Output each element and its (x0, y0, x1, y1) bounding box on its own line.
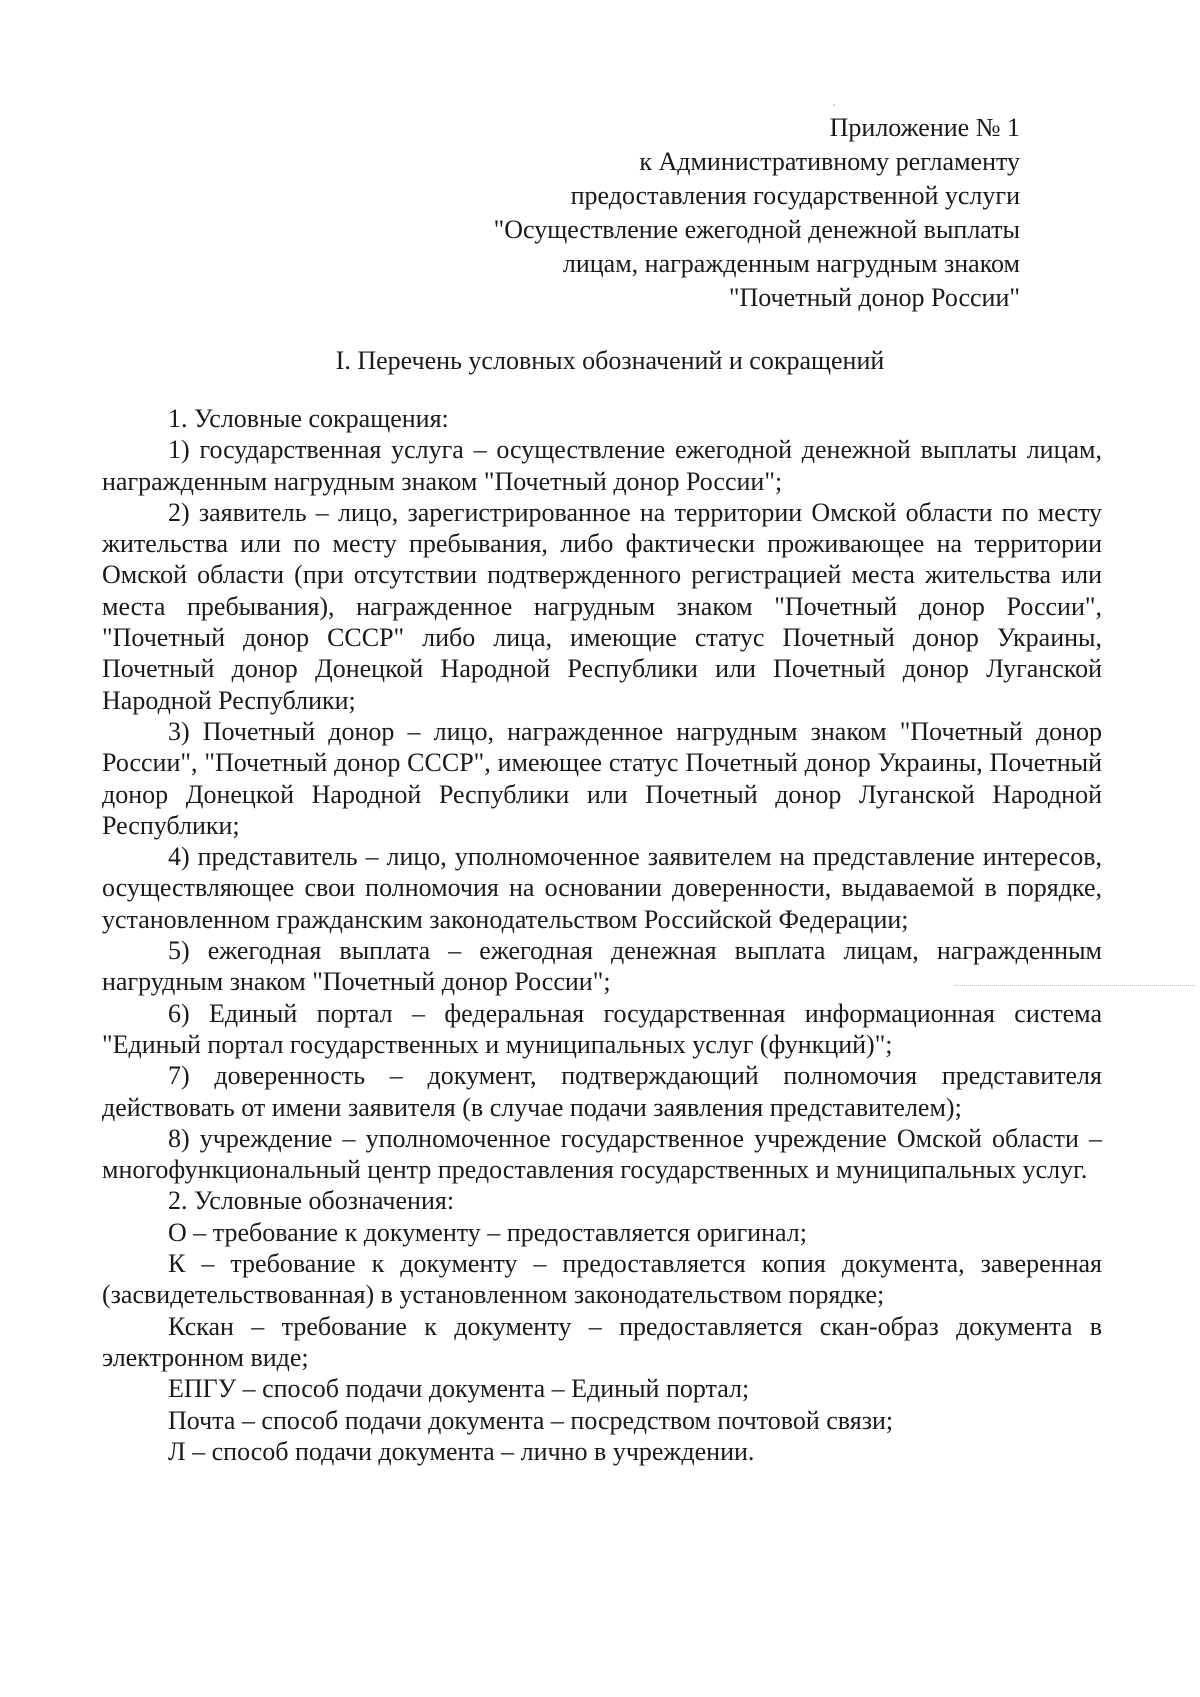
subsection-heading: 1. Условные сокращения: (168, 404, 449, 433)
definition-paragraph: 2) заявитель – лицо, зарегистрированное на территории Омской области по месту жительства или по месту пребывания, либо фактически проживающее на территории Омской области (при отсутствии подтвержденного регистрацией места жительства или места пребывания), награжденное нагрудным знаком "Почетный донор России", "Почетный донор СССР" либо лица, имеющие статус Почетный донор Украины, Почетный донор Донецкой Народной Республики или Почетный донор Луганской Народной Республики; (102, 497, 1102, 715)
appendix-header-line: "Почетный донор России" (728, 283, 1020, 312)
appendix-header (494, 111, 1020, 315)
definition-paragraph: 5) ежегодная выплата – ежегодная денежная выплата лицам, награжденным нагрудным знаком "Почетный донор России"; (102, 936, 1102, 997)
appendix-number: Приложение № 1 (829, 113, 1020, 142)
notation-paragraph: Кскан – требование к документу – предоставляется скан-образ документа в электронном виде; (102, 1311, 1102, 1372)
notation-paragraph: К – требование к документу – предоставляется копия документа, заверенная (засвидетельствованная) в установленном законодательством порядке; (102, 1249, 1102, 1310)
definition-paragraph: 3) Почетный донор – лицо, награжденное нагрудным знаком "Почетный донор России", "Почетный донор СССР", имеющее статус Почетный донор Украины, Почетный донор Донецкой Народной Республики или Почетный донор Луганской Народной Республики; (102, 716, 1102, 840)
appendix-header-line: "Осуществление ежегодной денежной выплаты (493, 215, 1020, 244)
appendix-header-line: предоставления государственной услуги (570, 181, 1020, 210)
notation-paragraph: О – требование к документу – предоставляется оригинал; (168, 1217, 807, 1247)
definition-paragraph: 1) государственная услуга – осуществление ежегодной денежной выплаты лицам, награжденным нагрудным знаком "Почетный донор России"; (102, 435, 1102, 496)
appendix-header-line: лицам, награжденным нагрудным знаком (562, 249, 1020, 278)
definition-paragraph: 4) представитель – лицо, уполномоченное заявителем на представление интересов, осуществляющее свои полномочия на основании доверенности, выдаваемой в порядке, установленном гражданским законодательством Российской Федерации; (102, 842, 1102, 934)
notation-paragraph: ЕПГУ – способ подачи документа – Единый портал; (168, 1374, 750, 1404)
scan-artifact-line (955, 985, 1195, 986)
subsection-heading: 2. Условные обозначения: (168, 1186, 455, 1216)
notation-paragraph: Почта – способ подачи документа – посредством почтовой связи; (168, 1405, 894, 1435)
scan-speck (833, 104, 835, 106)
document-body (102, 403, 1102, 1467)
definition-paragraph: 6) Единый портал – федеральная государственная информационная система "Единый портал государственных и муниципальных услуг (функций)"; (102, 998, 1102, 1059)
definition-paragraph: 8) учреждение – уполномоченное государственное учреждение Омской области – многофункциональный центр предоставления государственных и муниципальных услуг. (102, 1123, 1102, 1185)
notation-paragraph: Л – способ подачи документа – лично в учреждении. (168, 1436, 755, 1466)
definition-paragraph: 7) доверенность – документ, подтверждающий полномочия представителя действовать от имени заявителя (в случае подачи заявления представителем); (102, 1061, 1102, 1122)
appendix-header-line: к Административному регламенту (639, 147, 1020, 176)
section-title: I. Перечень условных обозначений и сокращений (335, 346, 885, 375)
